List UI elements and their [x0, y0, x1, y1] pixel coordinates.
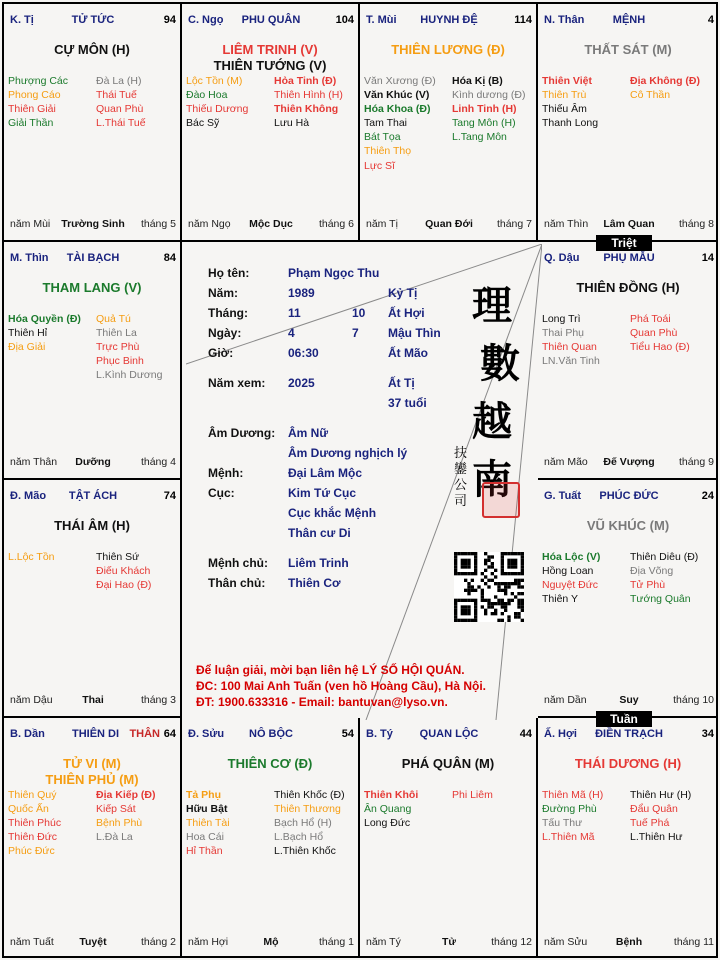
minor-star: L.Thiên Khốc [274, 845, 336, 858]
star-column-right [630, 788, 691, 844]
minor-star: Thiên La [96, 327, 137, 340]
field-label: Ngày: [208, 326, 242, 340]
minor-star: Đào Hoa [186, 89, 228, 102]
palace-footer [544, 694, 714, 708]
palace-cell-than_n[interactable] [538, 4, 718, 242]
palace-name: THIÊN DI [72, 728, 120, 740]
palace-header [188, 14, 354, 30]
palace-cell-mui[interactable] [360, 4, 538, 242]
minor-star: Thiên Quan [542, 341, 597, 354]
limit-year: năm Dậu [10, 694, 53, 706]
minor-star: Hoa Cái [186, 831, 224, 844]
main-star: THÁI ÂM (H) [54, 518, 130, 533]
field-label: Thân chủ: [208, 576, 266, 590]
star-column-right [452, 74, 525, 144]
palace-number: 14 [701, 252, 714, 264]
minor-star: Long Trì [542, 313, 581, 325]
minor-star: Thiếu Dương [186, 103, 249, 116]
palace-header [366, 728, 532, 744]
palace-footer [188, 936, 354, 950]
minor-star: Điếu Khách [96, 565, 151, 578]
palace-name: TÀI BẠCH [66, 252, 120, 264]
palace-header [544, 252, 714, 268]
qr-code[interactable] [454, 552, 524, 622]
main-stars [538, 42, 718, 58]
main-stars [182, 756, 358, 772]
minor-star: Thiên Phúc [8, 817, 62, 830]
palace-number: 54 [341, 728, 354, 740]
minor-star: Lực Sĩ [364, 159, 395, 172]
minor-star: Thiên Diêu (Đ) [630, 551, 699, 563]
branch-label: C. Ngọ [188, 14, 224, 26]
limit-month: tháng 12 [491, 936, 532, 948]
main-star: THIÊN CƠ (Đ) [227, 756, 313, 771]
palace-name: PHU QUÂN [241, 14, 301, 26]
minor-star: Trực Phù [96, 341, 140, 354]
minor-star: Hỉ Thần [186, 845, 223, 858]
field-value: 4 [288, 326, 295, 340]
palace-name: NÔ BỘC [249, 728, 293, 740]
life-stage: Lâm Quan [603, 218, 655, 230]
minor-star: Quan Phù [630, 327, 678, 340]
main-star: THẤT SÁT (M) [584, 42, 672, 57]
limit-year: năm Thìn [544, 218, 589, 230]
minor-star: Địa Giải [8, 341, 46, 354]
palace-cell-tuat[interactable] [538, 480, 718, 718]
minor-star: Thiên Khôi [364, 789, 419, 801]
palace-number: 84 [163, 252, 176, 264]
minor-star: Tả Phụ [186, 789, 222, 801]
palace-footer [10, 936, 176, 950]
minor-star: Thiên Sứ [96, 551, 140, 563]
field-value: Kỷ Tị [388, 286, 418, 300]
star-column-left [8, 788, 61, 858]
field-value: Thiên Cơ [288, 576, 341, 590]
palace-footer [188, 218, 354, 232]
palace-number: 114 [514, 14, 532, 26]
life-stage: Dưỡng [75, 456, 111, 468]
star-column-right [96, 550, 151, 592]
life-stage: Mộc Dục [249, 218, 293, 230]
star-column-left [8, 312, 81, 354]
tuan-badge: Tuần [596, 711, 652, 727]
minor-star: Thiên Đức [8, 831, 58, 844]
minor-star: Địa Không (Đ) [630, 75, 700, 87]
minor-star: L.Đà La [96, 831, 133, 844]
minor-star: Hóa Quyền (Đ) [8, 313, 81, 325]
minor-star: Thiên Hỉ [8, 327, 48, 340]
minor-star: Giải Thần [8, 117, 54, 130]
body-palace-marker: THÂN [129, 728, 160, 740]
field-value: 1989 [288, 286, 315, 300]
field-value: Liêm Trinh [288, 556, 349, 570]
limit-month: tháng 2 [140, 936, 176, 948]
palace-name: ĐIỀN TRẠCH [595, 728, 663, 740]
field-label: Năm xem: [208, 376, 266, 390]
minor-star: Đường Phù [542, 803, 597, 816]
palace-number: 104 [335, 14, 354, 26]
main-star: THAM LANG (V) [42, 280, 142, 295]
palace-number: 64 [163, 728, 176, 740]
minor-star: L.Thái Tuế [96, 117, 146, 130]
main-stars [182, 42, 358, 74]
calligraphy-character: 理 [472, 282, 512, 329]
minor-star: Hóa Khoa (Đ) [364, 103, 431, 116]
minor-star: Bát Tọa [364, 131, 401, 144]
minor-star: Thai Phụ [542, 327, 585, 340]
palace-name: MỆNH [612, 14, 646, 26]
field-value: 2025 [288, 376, 315, 390]
minor-star: Thiếu Âm [542, 103, 587, 116]
minor-star: Phượng Các [8, 75, 69, 87]
minor-star: Thiên Việt [542, 75, 592, 87]
main-star: THIÊN LƯƠNG (Đ) [391, 42, 505, 57]
main-stars [4, 280, 180, 296]
contact-line3: ĐT: 1900.633316 - Email: bantuvan@lyso.vn. [196, 695, 448, 709]
star-column-right [96, 788, 156, 844]
palace-cell-dau[interactable] [538, 242, 718, 480]
field-value: Kim Tứ Cục [288, 486, 357, 500]
life-stage: Bệnh [615, 936, 643, 948]
minor-star: Thiên Giải [8, 103, 56, 116]
star-column-right [274, 74, 343, 130]
minor-star: Văn Xương (Đ) [364, 75, 436, 87]
branch-label: B. Tý [366, 728, 393, 740]
life-stage: Quan Đới [425, 218, 473, 230]
red-seal-stamp [482, 482, 520, 518]
main-stars [360, 42, 536, 58]
minor-star: Phúc Đức [8, 845, 55, 858]
field-value: 10 [352, 306, 366, 320]
minor-star: Phong Cáo [8, 89, 61, 102]
limit-month: tháng 8 [678, 218, 714, 230]
main-stars [538, 756, 718, 772]
life-stage: Suy [619, 694, 639, 706]
main-stars [360, 756, 536, 772]
minor-star: Lưu Hà [274, 117, 310, 130]
palace-footer [544, 936, 714, 950]
main-stars [4, 42, 180, 58]
main-star: PHÁ QUÂN (M) [401, 756, 495, 771]
palace-footer [10, 218, 176, 232]
main-star: CỰ MÔN (H) [54, 42, 130, 57]
main-stars [538, 280, 718, 296]
palace-cell-dan[interactable] [4, 718, 182, 958]
minor-star: L.Tang Môn [452, 131, 507, 144]
minor-star: Hồng Loan [542, 565, 594, 578]
main-stars [538, 518, 718, 534]
palace-header [188, 728, 354, 744]
branch-label: Q. Dậu [544, 252, 580, 264]
minor-star: Hóa Kị (B) [452, 75, 503, 87]
palace-name: PHÚC ĐỨC [599, 490, 659, 502]
life-stage: Mộ [263, 936, 279, 948]
field-value: Cục khắc Mệnh [288, 506, 377, 520]
limit-year: năm Mão [544, 456, 588, 468]
minor-star: Quan Phù [96, 103, 144, 116]
palace-header [544, 490, 714, 506]
star-column-left [8, 550, 55, 564]
palace-name: TẬT ÁCH [68, 490, 118, 502]
minor-star: LN.Văn Tinh [542, 355, 600, 368]
life-stage: Đế Vượng [603, 456, 655, 468]
minor-star: Quốc Ấn [8, 803, 49, 816]
minor-star: L.Thiên Mã [542, 831, 595, 844]
palace-header [10, 728, 176, 744]
minor-star: Thiên Trù [542, 89, 587, 102]
main-star: THIÊN PHỦ (M) [45, 772, 139, 787]
star-column-right [630, 312, 690, 354]
main-star: VŨ KHÚC (M) [586, 518, 670, 533]
minor-star: Thiên Hư (H) [630, 789, 692, 801]
minor-star: Thiên Không [274, 103, 339, 116]
minor-star: Thiên Hình (H) [274, 89, 343, 102]
main-star: THIÊN TƯỚNG (V) [213, 58, 327, 73]
star-column-left [542, 312, 600, 368]
star-column-right [452, 788, 493, 802]
life-stage: Tuyệt [79, 936, 107, 948]
star-column-right [96, 312, 162, 382]
minor-star: Hóa Lộc (V) [542, 551, 601, 563]
field-label: Giờ: [208, 346, 234, 360]
palace-name: HUYNH ĐỆ [420, 14, 478, 26]
field-value: Âm Dương nghịch lý [288, 446, 408, 460]
minor-star: Tam Thai [364, 117, 407, 130]
main-stars [4, 756, 180, 788]
palace-footer [10, 456, 176, 470]
main-star: THÁI DƯƠNG (H) [574, 756, 682, 771]
field-label: Mệnh chủ: [208, 556, 268, 570]
field-label: Âm Dương: [208, 426, 276, 440]
minor-star: L.Lộc Tồn [8, 551, 55, 563]
field-value: Âm Nữ [288, 426, 329, 440]
field-value: Mậu Thìn [388, 326, 441, 340]
field-value: Thân cư Di [288, 526, 351, 540]
minor-star: Tướng Quân [630, 593, 691, 606]
field-value: 7 [352, 326, 359, 340]
minor-star: Kiếp Sát [96, 803, 136, 816]
star-column-right [96, 74, 146, 130]
calligraphy-character: 數 [480, 340, 520, 387]
minor-star: Hỏa Tinh (Đ) [274, 75, 337, 87]
field-label: Họ tên: [208, 266, 250, 280]
palace-number: 34 [701, 728, 714, 740]
minor-star: Long Đức [364, 817, 411, 830]
minor-star: Thanh Long [542, 117, 599, 130]
branch-label: T. Mùi [366, 14, 397, 26]
limit-year: năm Hợi [188, 936, 229, 948]
minor-star: Bác Sỹ [186, 117, 220, 130]
minor-star: Địa Võng [630, 565, 674, 578]
star-column-left [186, 74, 248, 130]
life-stage: Trường Sinh [61, 218, 125, 230]
qr-pattern [454, 552, 524, 622]
field-value: Ất Mão [388, 346, 428, 360]
calligraphy-character: 越 [472, 398, 512, 445]
branch-label: Ấ. Hợi [544, 728, 577, 740]
field-value: Đại Lâm Mộc [288, 466, 363, 480]
field-label: Mệnh: [208, 466, 244, 480]
minor-star: Thiên Khốc (Đ) [274, 789, 345, 801]
palace-name: TỬ TỨC [71, 14, 115, 26]
palace-cell-thin[interactable] [4, 242, 182, 480]
palace-number: 94 [163, 14, 176, 26]
palace-cell-ngo[interactable] [182, 4, 360, 242]
palace-footer [544, 218, 714, 232]
field-label: Cục: [208, 486, 235, 500]
minor-star: Đại Hao (Đ) [96, 579, 152, 592]
palace-footer [10, 694, 176, 708]
limit-month: tháng 7 [496, 218, 532, 230]
limit-month: tháng 11 [673, 936, 714, 948]
palace-cell-ty[interactable] [360, 718, 538, 958]
minor-star: Kình dương (Đ) [452, 89, 526, 102]
limit-year: năm Mùi [10, 218, 51, 230]
field-value: Ất Tị [388, 376, 415, 390]
limit-year: năm Ngọ [188, 218, 231, 230]
field-value: 06:30 [288, 346, 319, 360]
palace-cell-ti[interactable] [4, 4, 182, 242]
minor-star: Thiên Mã (H) [542, 789, 604, 801]
field-label: Năm: [208, 286, 239, 300]
minor-star: Đà La (H) [96, 75, 142, 87]
limit-year: năm Tị [366, 218, 398, 230]
star-column-right [630, 550, 698, 606]
minor-star: Quả Tú [96, 313, 131, 325]
minor-star: Tử Phù [630, 579, 666, 592]
minor-star: Thái Tuế [96, 89, 137, 102]
limit-year: năm Tuất [10, 936, 54, 948]
minor-star: Linh Tinh (H) [452, 103, 517, 116]
contact-line1: Để luận giải, mời bạn liên hệ LÝ SỐ HỘI QUÁN. [196, 663, 465, 677]
palace-number: 24 [701, 490, 714, 502]
palace-header [544, 728, 714, 744]
palace-footer [544, 456, 714, 470]
star-column-left [542, 550, 600, 606]
branch-label: Đ. Mão [10, 490, 47, 502]
palace-header [544, 14, 714, 30]
star-column-left [542, 74, 598, 130]
minor-star: L.Thiên Hư [630, 831, 683, 844]
field-value: 11 [288, 306, 301, 320]
minor-star: Tang Môn (H) [452, 117, 516, 130]
minor-star: Thiên Y [542, 593, 578, 606]
palace-name: PHỤ MẪU [603, 252, 655, 264]
minor-star: Thiên Thương [274, 803, 341, 816]
palace-cell-mao[interactable] [4, 480, 182, 718]
minor-star: Nguyệt Đức [542, 579, 599, 592]
branch-label: Đ. Sửu [188, 728, 225, 740]
branch-label: K. Tị [10, 14, 34, 26]
limit-year: năm Sửu [544, 936, 588, 948]
minor-star: Đẩu Quân [630, 803, 678, 816]
star-column-right [274, 788, 345, 858]
minor-star: Ân Quang [364, 803, 412, 816]
calligraphy-character: 南 [472, 456, 512, 503]
main-star: THIÊN ĐỒNG (H) [576, 280, 680, 295]
palace-number: 74 [163, 490, 176, 502]
life-stage: Tử [441, 936, 457, 948]
palace-header [10, 252, 176, 268]
limit-year: năm Tý [366, 936, 401, 948]
minor-star: Phục Binh [96, 355, 144, 368]
palace-header [10, 490, 176, 506]
minor-star: Tiểu Hao (Đ) [630, 341, 690, 354]
minor-star: Thiên Thọ [364, 145, 412, 158]
life-stage: Thai [82, 694, 104, 706]
palace-footer [366, 218, 532, 232]
minor-star: Thiên Quý [8, 789, 57, 801]
palace-number: 44 [519, 728, 532, 740]
palace-header [366, 14, 532, 30]
limit-month: tháng 3 [140, 694, 176, 706]
minor-star: Tuế Phá [630, 817, 670, 830]
minor-star: Phá Toái [630, 313, 671, 325]
minor-star: Hữu Bật [186, 803, 228, 816]
limit-year: năm Dần [544, 694, 587, 706]
minor-star: Phi Liêm [452, 789, 493, 801]
main-star: TỬ VI (M) [63, 756, 121, 771]
minor-star: Văn Khúc (V) [364, 89, 430, 102]
limit-month: tháng 9 [678, 456, 714, 468]
palace-number: 4 [707, 14, 714, 26]
limit-month: tháng 10 [673, 694, 714, 706]
palace-cell-hoi[interactable] [538, 718, 718, 958]
minor-star: Cô Thần [630, 89, 671, 102]
star-column-right [630, 74, 700, 102]
limit-year: năm Thân [10, 456, 58, 468]
branch-label: N. Thân [544, 14, 585, 26]
minor-star: L.Kình Dương [96, 369, 163, 382]
limit-month: tháng 4 [140, 456, 176, 468]
field-value: Ất Hợi [388, 306, 425, 320]
center-info-panel [186, 244, 542, 720]
star-column-left [542, 788, 603, 844]
star-column-left [186, 788, 230, 858]
main-stars [4, 518, 180, 534]
branch-label: B. Dần [10, 728, 45, 740]
contact-line2: ĐC: 100 Mai Anh Tuấn (ven hồ Hoàng Cầu), Hà Nội. [196, 679, 487, 693]
minor-star: Bệnh Phù [96, 817, 143, 830]
minor-star: Lộc Tồn (M) [186, 75, 243, 87]
star-column-left [8, 74, 68, 130]
palace-footer [366, 936, 532, 950]
horoscope-chart [2, 2, 718, 958]
main-star: LIÊM TRINH (V) [222, 42, 318, 57]
field-value: Phạm Ngọc Thu [288, 266, 380, 280]
minor-star: Tấu Thư [542, 817, 583, 830]
limit-month: tháng 5 [140, 218, 176, 230]
palace-cell-suu[interactable] [182, 718, 360, 958]
palace-name: QUAN LỘC [419, 728, 479, 740]
minor-star: Địa Kiếp (Đ) [96, 789, 156, 801]
star-column-left [364, 788, 418, 830]
field-label: Tháng: [208, 306, 248, 320]
star-column-left [364, 74, 436, 173]
minor-star: Bạch Hổ (H) [274, 817, 332, 830]
seal-text: 扶鑾公司 [454, 446, 468, 509]
triet-badge: Triệt [596, 235, 652, 251]
limit-month: tháng 6 [318, 218, 354, 230]
limit-month: tháng 1 [318, 936, 354, 948]
branch-label: G. Tuất [544, 490, 582, 502]
branch-label: M. Thìn [10, 252, 49, 264]
palace-header [10, 14, 176, 30]
field-value: 37 tuổi [388, 396, 427, 410]
minor-star: L.Bạch Hổ [274, 831, 324, 844]
minor-star: Thiên Tài [186, 817, 230, 830]
